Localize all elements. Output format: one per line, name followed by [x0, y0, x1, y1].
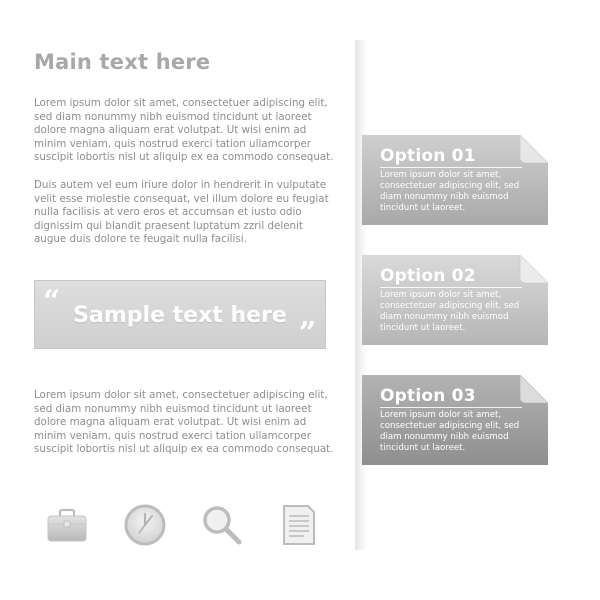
- main-title: Main text here: [34, 50, 211, 74]
- option-card-02[interactable]: [362, 255, 548, 345]
- option-divider: [380, 407, 522, 408]
- option-description: Lorem ipsum dolor sit amet, consectetuer adipiscing elit, sed diam nonummy nibh euismod tincidunt ut laoreet.: [380, 170, 520, 213]
- option-title: Option 02: [380, 266, 476, 286]
- briefcase-icon: [44, 502, 90, 548]
- icon-row: [44, 502, 344, 550]
- quote-box: [34, 280, 326, 349]
- open-quote-mark: “: [43, 284, 61, 319]
- option-description: Lorem ipsum dolor sit amet, consectetuer adipiscing elit, sed diam nonummy nibh euismod tincidunt ut laoreet.: [380, 290, 520, 333]
- option-title: Option 01: [380, 146, 476, 166]
- body-paragraph-2: Duis autem vel eum iriure dolor in hendrerit in vulputate velit esse molestie consequat, vel illum dolore eu feugiat nulla facilisis at vero eros et accumsan et iusto odio dignissim qui blandit praesent luptatum zzril delenit augue duis dolore te feugait nulla facilisi.: [34, 179, 329, 246]
- option-card-03[interactable]: [362, 375, 548, 465]
- magnifier-icon: [199, 502, 245, 548]
- option-title: Option 03: [380, 386, 476, 406]
- clock-icon: [122, 502, 168, 548]
- option-card-01[interactable]: [362, 135, 548, 225]
- body-paragraph-3: Lorem ipsum dolor sit amet, consectetuer adipiscing elit, sed diam nonummy nibh euismod tincidunt ut laoreet dolore magna aliquam erat volutpat. Ut wisi enim ad minim veniam, quis nostrud exerci tation ullamcorper suscipit lobortis nisl ut aliquip ex ea commodo consequat.: [34, 389, 334, 456]
- body-paragraph-1: Lorem ipsum dolor sit amet, consectetuer adipiscing elit, sed diam nonummy nibh euismod tincidunt ut laoreet dolore magna aliquam erat volutpat. Ut wisi enim ad minim veniam, quis nostrud exerci tation ullamcorper suscipit lobortis nisl ut aliquip ex ea commodo consequat.: [34, 97, 334, 164]
- close-quote-mark: ”: [299, 316, 317, 351]
- quote-text: Sample text here: [73, 303, 287, 328]
- option-description: Lorem ipsum dolor sit amet, consectetuer adipiscing elit, sed diam nonummy nibh euismod tincidunt ut laoreet.: [380, 410, 520, 453]
- option-divider: [380, 167, 522, 168]
- document-icon: [276, 502, 322, 548]
- option-divider: [380, 287, 522, 288]
